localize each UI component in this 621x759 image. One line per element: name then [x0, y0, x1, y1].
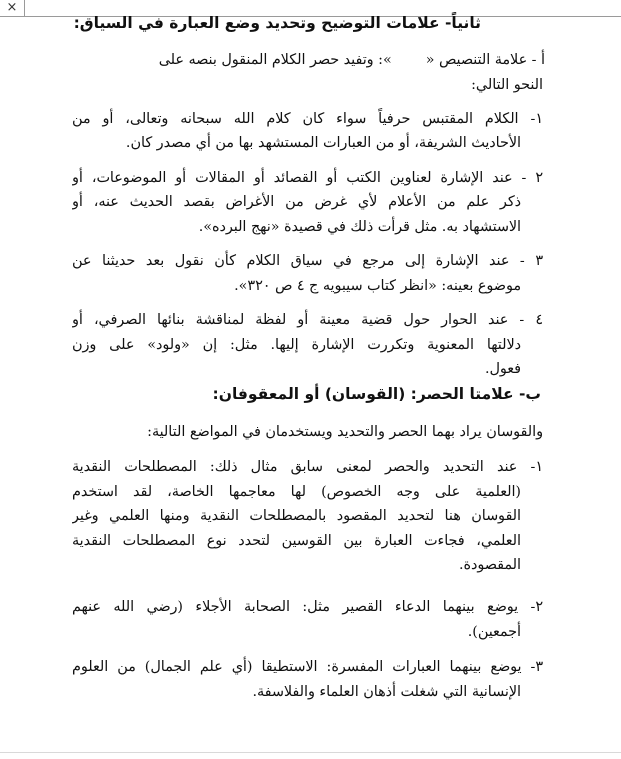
list-item-line: القوسان هنا لتحديد المقصود بالمصطلحات النقدية ومنها العلمي وغير — [72, 508, 521, 524]
list-item-line: ٢- يوضع بينهما الدعاء القصير مثل: الصحابة الأجلاء (رضي الله عنهم — [72, 599, 543, 615]
section-heading-b: ب- علامتا الحصر: (القوسان) أو المعقوفان: — [212, 385, 541, 403]
list-item-line: ٤ - عند الحوار حول قضية معينة أو لفظة لمناقشة بنائها الصرفي، أو — [72, 312, 543, 328]
list-item-line: دلالتها المعنوية وتكررت الإشارة إليها. مثل: إن «ولود» على وزن — [72, 337, 521, 353]
list-item-line: ذكر علم من الأعلام لأي غرض من الأغراض بقصد الحديث عنه، أو — [72, 194, 521, 210]
list-item-line: فعول. — [484, 361, 521, 377]
list-item-line: أجمعين). — [467, 624, 521, 640]
list-item-line: العلمي، فجاءت العبارة بين القوسين لتحدد نوع المصطلحات النقدية — [72, 533, 521, 549]
list-item-line: ٣- يوضع بينهما العبارات المفسرة: الاستطيقا (أي علم الجمال) من العلوم — [72, 659, 543, 675]
list-item-line: الإنسانية التي شغلت أذهان العلماء والفلاسفة. — [252, 684, 521, 700]
list-item-line: موضوع بعينه: «انظر كتاب سيبويه ج ٤ ص ٣٢٠». — [234, 278, 521, 294]
close-icon[interactable]: × — [0, 0, 25, 16]
list-item-line: المقصودة. — [458, 557, 521, 573]
quote-mark-intro: أ - علامة التنصيص « — [425, 52, 545, 68]
list-item-line: (العلمية على وجه الخصوص) لها معاجمها الخاصة، لقد استخدم — [72, 484, 521, 500]
section-heading-2: ثانياً- علامات التوضيح وتحديد وضع العبارة في السياق: — [73, 14, 481, 32]
list-item-line: الأحاديث الشريفة، أو من العبارات المستشهد بها من أي مصدر كان. — [125, 135, 521, 151]
list-item-line: ١- عند التحديد والحصر لمعنى سابق مثال ذلك: المصطلحات النقدية — [72, 459, 543, 475]
list-item-line: ٢ - عند الإشارة لعناوين الكتب أو القصائد أو المقالات أو الموضوعات، أو — [72, 170, 543, 186]
list-item-line: ١- الكلام المقتبس حرفياً سواء كان كلام الله سبحانه وتعالى، أو من — [72, 111, 543, 127]
list-item-line: ٣ - عند الإشارة إلى مرجع في سياق الكلام كأن نقول بعد حديثنا عن — [72, 253, 543, 269]
page-bottom-divider — [0, 752, 621, 753]
paragraph-line — [72, 49, 545, 71]
quote-mark-description: »: وتفيد حصر الكلام المنقول بنصه على — [158, 52, 392, 68]
paragraph-line: النحو التالي: — [471, 77, 543, 93]
list-item-line: الاستشهاد به. مثل قرأت ذلك في قصيدة «نهج البرده». — [198, 219, 521, 235]
paragraph-line: والقوسان يراد بهما الحصر والتحديد ويستخدمان في المواضع التالية: — [147, 424, 543, 440]
